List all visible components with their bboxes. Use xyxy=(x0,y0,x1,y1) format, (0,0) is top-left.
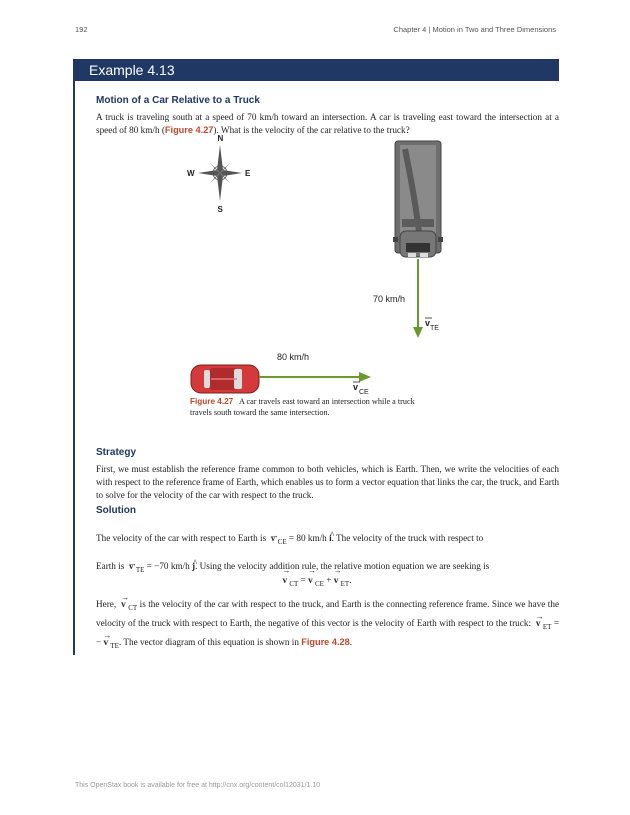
example-box xyxy=(73,59,559,655)
solution-text: Here, xyxy=(96,599,117,609)
strategy-heading: Strategy xyxy=(96,447,137,458)
footer-text: This OpenStax book is available for free at http://cnx.org/content/col12031/1.10 xyxy=(75,782,321,789)
equation-vce: → v $_{CE}$ = 80 km/h ^ i xyxy=(271,533,332,543)
car-vector-label: v xyxy=(353,382,359,392)
page-number: 192 xyxy=(75,25,88,34)
solution-text: . The velocity of the truck with respect to xyxy=(331,533,484,543)
problem-text-b: ). What is the velocity of the car relative to the truck? xyxy=(213,125,410,135)
solution-text: Earth is xyxy=(96,560,125,571)
figure-caption xyxy=(190,396,430,418)
car-vector-sub: CE xyxy=(359,389,369,396)
solution-text: The velocity of the car with respect to Earth is xyxy=(96,533,267,543)
truck-vector-sub: TE xyxy=(430,325,439,332)
car-icon xyxy=(191,365,259,393)
caption-text: A car travels east toward an intersection while a truck travels south toward the same intersection. xyxy=(190,397,415,417)
example-heading: Motion of a Car Relative to a Truck xyxy=(96,95,260,106)
compass-n: N xyxy=(217,134,224,143)
solution-text: . Using the velocity addition rule, the relative motion equation we are seeking is xyxy=(195,560,490,571)
strategy-text: First, we must establish the reference frame common to both vehicles, which is Earth. Then, we write the velocities of each with respect to the reference frame of Earth, which enables us to form a vector equation that links the car, the truck, and Earth to solve for the velocity of the car with respect to the truck. xyxy=(96,464,559,500)
compass-w: W xyxy=(187,169,195,178)
compass-e: E xyxy=(245,169,251,178)
compass-s: S xyxy=(217,205,223,214)
equation-vte: → v $_{TE}$ = −70 km/h ^ j xyxy=(129,561,195,571)
solution-text: is the velocity of the car with respect to the truck, and Earth is the connecting reference frame. Since we have the velocity of the truck with respect to Earth, the negative of this vector is the velocity of Earth with respect to the truck: xyxy=(96,599,560,628)
example-title: Example 4.13 xyxy=(75,59,559,81)
problem-text-a: A truck is traveling south at a speed of 70 km/h toward an intersection. A car is traveling east toward the intersection at a speed of 80 km/h ( xyxy=(96,112,559,135)
car-velocity-arrowhead xyxy=(359,372,371,382)
caption-label: Figure 4.27 xyxy=(190,397,234,406)
solution-text: . The vector diagram of this equation is shown in xyxy=(118,636,299,647)
car-speed-label: 80 km/h xyxy=(277,352,310,362)
solution-heading: Solution xyxy=(96,505,136,516)
chapter-header: Chapter 4 | Motion in Two and Three Dimensions xyxy=(393,25,556,34)
truck-vector-label: v xyxy=(425,318,431,328)
solution-paragraph-2: Here, → v $_{CT}$ is the velocity of the car with respect to the truck, and Earth is the connecting reference frame. Since we have the velocity of the truck with respect to Earth, the negative of this vector is the velocity of Earth with respect to the truck: → v $_{ET}$ = − → v $_{TE}$. The vector diagram of this equation is shown in Figure 4.28. xyxy=(96,597,559,653)
equation-vet: → v $_{ET}$ = − → v $_{TE}$ xyxy=(96,618,559,647)
relative-motion-equation: → v $_{CT}$ = → v $_{CE}$ + → v $_{ET}$. xyxy=(75,575,559,588)
solution-paragraph-1 xyxy=(96,526,559,582)
figure-4-27-link[interactable]: Figure 4.27 xyxy=(164,125,214,135)
truck-speed-label: 70 km/h xyxy=(373,294,406,304)
figure-4-27-car xyxy=(75,59,559,399)
figure-4-28-link[interactable]: Figure 4.28 xyxy=(301,636,350,647)
